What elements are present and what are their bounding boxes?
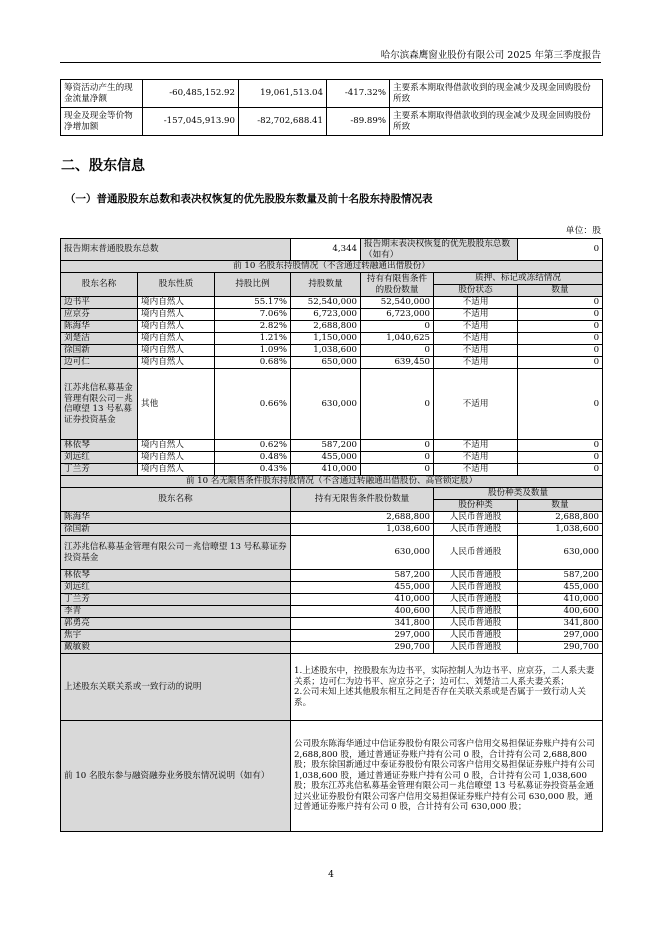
holder-quantity: 2,688,800 xyxy=(291,321,361,333)
holder-status: 不适用 xyxy=(434,321,518,333)
holder-count: 0 xyxy=(518,345,603,357)
holder-quantity: 587,200 xyxy=(291,570,434,582)
holder-ratio: 0.66% xyxy=(215,369,291,440)
header-count: 数量 xyxy=(518,285,603,297)
cashflow-current: -60,485,152.92 xyxy=(143,80,239,108)
holder-name: 林依琴 xyxy=(61,570,291,582)
holder-ratio: 7.06% xyxy=(215,309,291,321)
table-row xyxy=(61,606,603,618)
table-row xyxy=(61,464,603,476)
holder-ratio: 0.43% xyxy=(215,464,291,476)
holder-ratio: 0.68% xyxy=(215,357,291,369)
holder-restricted: 0 xyxy=(361,321,434,333)
holder-count: 0 xyxy=(518,309,603,321)
holder-count: 0 xyxy=(518,297,603,309)
top10-header-row xyxy=(61,273,603,285)
holder-quantity: 1,038,600 xyxy=(291,524,434,536)
holder-status: 不适用 xyxy=(434,440,518,452)
common-holders-value: 4,344 xyxy=(291,239,361,261)
holder-name: 徐国新 xyxy=(61,524,291,536)
holder-status: 不适用 xyxy=(434,333,518,345)
cashflow-current: -157,045,913.90 xyxy=(143,108,239,136)
unrestricted-header-row xyxy=(61,488,603,500)
top10-title-row xyxy=(61,261,603,273)
header-type-group: 股份种类及数量 xyxy=(434,488,603,500)
holder-quantity: 52,540,000 xyxy=(291,297,361,309)
holder-nature: 境内自然人 xyxy=(138,452,215,464)
holder-name: 刘楚洁 xyxy=(61,333,138,345)
holder-quantity: 290,700 xyxy=(291,642,434,654)
holder-count: 0 xyxy=(518,452,603,464)
holder-status: 不适用 xyxy=(434,452,518,464)
cashflow-item: 现金及现金等价物净增加额 xyxy=(61,108,143,136)
table-row xyxy=(61,452,603,464)
holder-ratio: 1.21% xyxy=(215,333,291,345)
holder-name: 应京芬 xyxy=(61,309,138,321)
holder-name: 徐国新 xyxy=(61,345,138,357)
section-title: 二、股东信息 xyxy=(61,158,145,174)
holder-quantity: 455,000 xyxy=(291,452,361,464)
header-pledge: 质押、标记或冻结情况 xyxy=(434,273,603,285)
header-status: 股份状态 xyxy=(434,285,518,297)
share-type: 人民币普通股 xyxy=(434,536,518,570)
holder-restricted: 6,723,000 xyxy=(361,309,434,321)
share-count: 341,800 xyxy=(518,618,603,630)
share-count: 455,000 xyxy=(518,582,603,594)
holder-quantity: 297,000 xyxy=(291,630,434,642)
holder-nature: 境内自然人 xyxy=(138,309,215,321)
holder-quantity: 2,688,800 xyxy=(291,512,434,524)
holder-quantity: 410,000 xyxy=(291,594,434,606)
holder-restricted: 0 xyxy=(361,440,434,452)
preferred-holders-value: 0 xyxy=(518,239,603,261)
holder-count: 0 xyxy=(518,333,603,345)
table-row xyxy=(61,309,603,321)
table-row xyxy=(61,582,603,594)
holder-quantity: 400,600 xyxy=(291,606,434,618)
holder-nature: 境内自然人 xyxy=(138,464,215,476)
holder-name: 边可仁 xyxy=(61,357,138,369)
holder-status: 不适用 xyxy=(434,309,518,321)
table-row xyxy=(61,333,603,345)
holder-count: 0 xyxy=(518,440,603,452)
cashflow-item: 筹资活动产生的现金流量净额 xyxy=(61,80,143,108)
subsection-title: （一）普通股股东总数和表决权恢复的优先股股东数量及前十名股东持股情况表 xyxy=(65,193,433,205)
holder-nature: 境内自然人 xyxy=(138,345,215,357)
table-row xyxy=(61,524,603,536)
table-row xyxy=(61,357,603,369)
holder-name: 陈海华 xyxy=(61,321,138,333)
holder-count: 0 xyxy=(518,357,603,369)
holder-nature: 境内自然人 xyxy=(138,440,215,452)
holder-quantity: 630,000 xyxy=(291,536,434,570)
holder-name: 江苏兆信私募基金管理有限公司－兆信暸望 13 号私募证券投资基金 xyxy=(61,536,291,570)
header-quantity: 持有无限售条件股份数量 xyxy=(291,488,434,512)
holder-quantity: 630,000 xyxy=(291,369,361,440)
holder-nature: 境内自然人 xyxy=(138,333,215,345)
header-restricted: 持有有限售条件的股份数量 xyxy=(361,273,434,297)
holder-name: 边书平 xyxy=(61,297,138,309)
header-quantity: 持股数量 xyxy=(291,273,361,297)
holder-name: 郭勇亮 xyxy=(61,618,291,630)
holder-restricted: 52,540,000 xyxy=(361,297,434,309)
holder-count: 0 xyxy=(518,321,603,333)
holder-ratio: 0.62% xyxy=(215,440,291,452)
holder-name: 丁兰芳 xyxy=(61,464,138,476)
holder-restricted: 1,040,625 xyxy=(361,333,434,345)
holder-restricted: 0 xyxy=(361,369,434,440)
cashflow-reason: 主要系本期取得借款收到的现金减少及现金回购股份所致 xyxy=(390,108,603,136)
holder-count: 0 xyxy=(518,464,603,476)
holder-quantity: 1,038,600 xyxy=(291,345,361,357)
holder-quantity: 341,800 xyxy=(291,618,434,630)
report-header-title: 哈尔滨森鹰窗业股份有限公司 2025 年第三季度报告 xyxy=(380,50,601,61)
share-type: 人民币普通股 xyxy=(434,582,518,594)
holder-name: 林依琴 xyxy=(61,440,138,452)
cashflow-prior: 19,061,513.04 xyxy=(239,80,327,108)
table-row xyxy=(61,570,603,582)
cashflow-prior: -82,702,688.41 xyxy=(239,108,327,136)
holder-name: 李青 xyxy=(61,606,291,618)
share-type: 人民币普通股 xyxy=(434,606,518,618)
table-row xyxy=(61,594,603,606)
share-count: 630,000 xyxy=(518,536,603,570)
unit-label: 单位：股 xyxy=(565,226,601,236)
table-row xyxy=(61,642,603,654)
relation-row xyxy=(61,654,603,721)
holder-name: 刘远红 xyxy=(61,582,291,594)
holder-count: 0 xyxy=(518,369,603,440)
holder-status: 不适用 xyxy=(434,369,518,440)
holder-name: 焦宇 xyxy=(61,630,291,642)
unrestricted-title: 前 10 名无限售条件股东持股情况（不含通过转融通出借股份、高管锁定股） xyxy=(61,476,603,488)
relation-text: 1.上述股东中，控股股东为边书平，实际控制人为边书平、应京芬，二人系夫妻关系；边可仁为边书平、应京芬之子；边可仁、刘楚洁二人系夫妻关系； 2.公司未知上述其他股东相互之间是否存在关联关系或是否属于一致行动人关系。 xyxy=(291,654,603,721)
header-rule xyxy=(60,62,601,63)
preferred-holders-label: 报告期末表决权恢复的优先股股东总数（如有） xyxy=(361,239,518,261)
top10-title: 前 10 名股东持股情况（不含通过转融通出借股份） xyxy=(61,261,603,273)
share-count: 290,700 xyxy=(518,642,603,654)
cashflow-change: -417.32% xyxy=(327,80,390,108)
share-type: 人民币普通股 xyxy=(434,642,518,654)
header-type: 股份种类 xyxy=(434,500,518,512)
holder-name: 丁兰芳 xyxy=(61,594,291,606)
header-name: 股东名称 xyxy=(61,488,291,512)
unrestricted-title-row xyxy=(61,476,603,488)
share-type: 人民币普通股 xyxy=(434,630,518,642)
holder-nature: 境内自然人 xyxy=(138,321,215,333)
summary-row xyxy=(61,239,603,261)
header-ratio: 持股比例 xyxy=(215,273,291,297)
holder-quantity: 6,723,000 xyxy=(291,309,361,321)
holder-status: 不适用 xyxy=(434,464,518,476)
holder-restricted: 639,450 xyxy=(361,357,434,369)
holder-ratio: 55.17% xyxy=(215,297,291,309)
margin-row xyxy=(61,721,603,832)
cashflow-change: -89.89% xyxy=(327,108,390,136)
holder-name: 陈海华 xyxy=(61,512,291,524)
table-row xyxy=(61,80,603,108)
holder-quantity: 587,200 xyxy=(291,440,361,452)
holder-ratio: 2.82% xyxy=(215,321,291,333)
holder-nature: 境内自然人 xyxy=(138,297,215,309)
table-row xyxy=(61,297,603,309)
holder-quantity: 650,000 xyxy=(291,357,361,369)
shareholder-table xyxy=(60,238,603,832)
margin-text: 公司股东陈海华通过中信证券股份有限公司客户信用交易担保证券账户持有公司 2,688,800 股，通过普通证券账户持有公司 0 股，合计持有公司 2,688,800 股；股东徐国新通过中泰证券股份有限公司客户信用交易担保证券账户持有公司 1,038,600 股，通过普通证券账户持有公司 0 股，合计持有公司 1,038,600 股；股东江苏兆信私募基金管理有限公司－兆信暸望 13 号私募证券投资基金通过兴业证券股份有限公司客户信用交易担保证券账户持有公司 630,000 股，通过普通证券账户持有公司 0 股，合计持有公司 630,000 股； xyxy=(291,721,603,832)
share-count: 587,200 xyxy=(518,570,603,582)
share-count: 2,688,800 xyxy=(518,512,603,524)
common-holders-label: 报告期末普通股股东总数 xyxy=(61,239,291,261)
table-row xyxy=(61,512,603,524)
share-type: 人民币普通股 xyxy=(434,618,518,630)
holder-restricted: 0 xyxy=(361,452,434,464)
holder-ratio: 1.09% xyxy=(215,345,291,357)
table-row xyxy=(61,108,603,136)
share-count: 297,000 xyxy=(518,630,603,642)
table-row xyxy=(61,345,603,357)
table-row xyxy=(61,536,603,570)
cashflow-reason: 主要系本期取得借款收到的现金减少及现金回购股份所致 xyxy=(390,80,603,108)
share-type: 人民币普通股 xyxy=(434,570,518,582)
page-number: 4 xyxy=(328,870,334,880)
header-name: 股东名称 xyxy=(61,273,138,297)
share-count: 410,000 xyxy=(518,594,603,606)
share-count: 1,038,600 xyxy=(518,524,603,536)
holder-restricted: 0 xyxy=(361,345,434,357)
holder-status: 不适用 xyxy=(434,345,518,357)
holder-status: 不适用 xyxy=(434,357,518,369)
holder-name: 江苏兆信私募基金管理有限公司－兆信暸望 13 号私募证券投资基金 xyxy=(61,369,138,440)
header-count: 数量 xyxy=(518,500,603,512)
holder-status: 不适用 xyxy=(434,297,518,309)
table-row xyxy=(61,618,603,630)
table-row xyxy=(61,369,603,440)
share-type: 人民币普通股 xyxy=(434,524,518,536)
cashflow-table xyxy=(60,79,603,136)
holder-nature: 其他 xyxy=(138,369,215,440)
holder-nature: 境内自然人 xyxy=(138,357,215,369)
holder-quantity: 455,000 xyxy=(291,582,434,594)
relation-label: 上述股东关联关系或一致行动的说明 xyxy=(61,654,291,721)
table-row xyxy=(61,321,603,333)
share-type: 人民币普通股 xyxy=(434,512,518,524)
holder-name: 刘远红 xyxy=(61,452,138,464)
table-row xyxy=(61,440,603,452)
holder-quantity: 410,000 xyxy=(291,464,361,476)
share-count: 400,600 xyxy=(518,606,603,618)
margin-label: 前 10 名股东参与融资融券业务股东情况说明（如有） xyxy=(61,721,291,832)
holder-restricted: 0 xyxy=(361,464,434,476)
header-nature: 股东性质 xyxy=(138,273,215,297)
holder-name: 戴敏毅 xyxy=(61,642,291,654)
holder-ratio: 0.48% xyxy=(215,452,291,464)
holder-quantity: 1,150,000 xyxy=(291,333,361,345)
table-row xyxy=(61,630,603,642)
share-type: 人民币普通股 xyxy=(434,594,518,606)
